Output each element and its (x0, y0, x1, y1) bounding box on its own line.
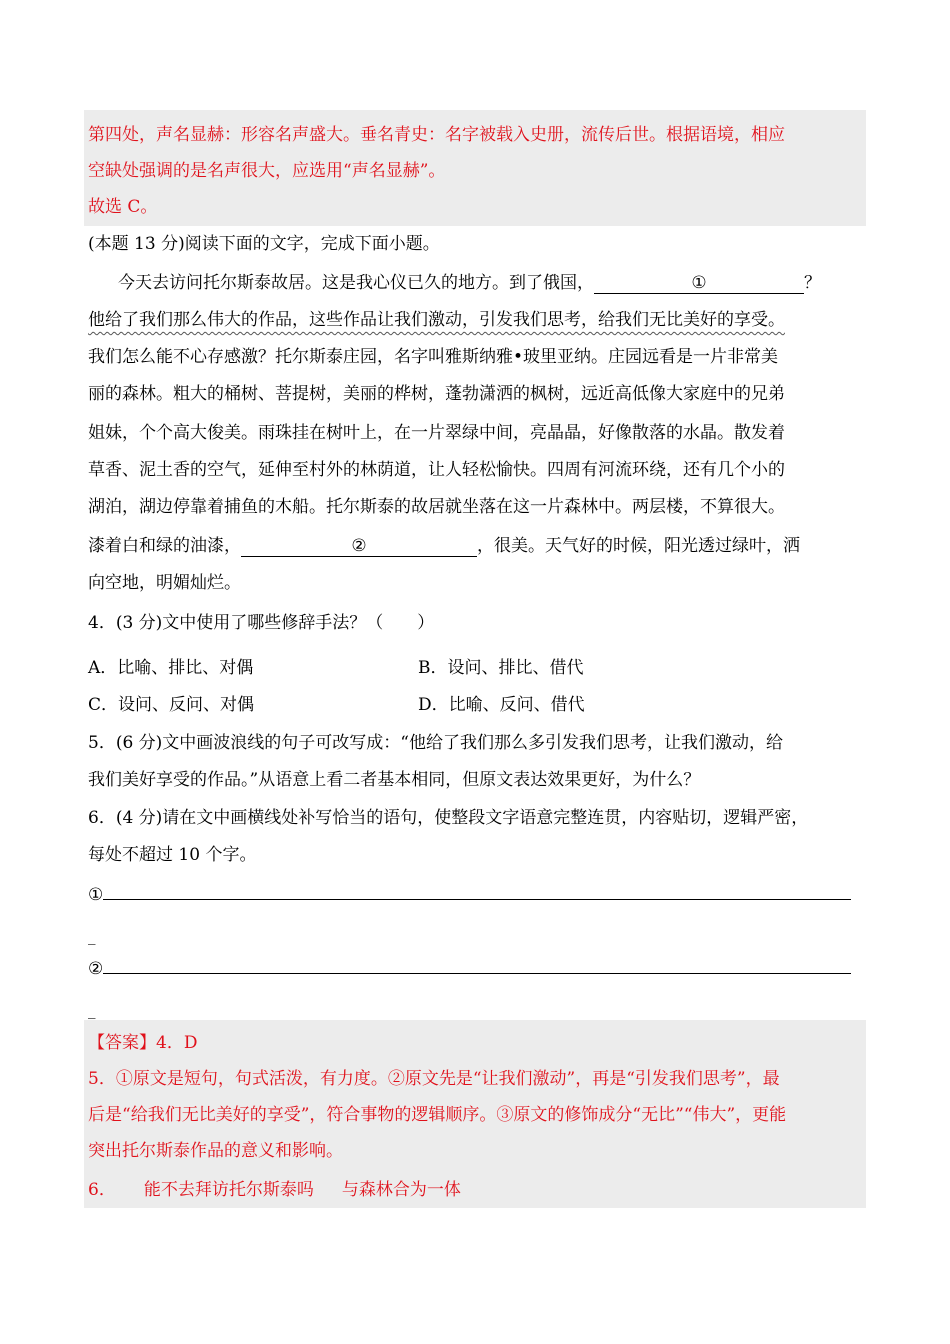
passage-line-1: 今天去访问托尔斯泰故居。这是我心仪已久的地方。到了俄国， ① ？ (118, 273, 821, 293)
q6-line-2: 每处不超过 10 个字。 (88, 845, 257, 865)
q6-fill-rule-2[interactable] (103, 957, 851, 974)
answer-line-4: 突出托尔斯泰作品的意义和影响。 (88, 1141, 343, 1161)
q6-fill-line-2[interactable]: ② (88, 957, 851, 980)
q5-line-2: 我们美好享受的作品。”从语意上看二者基本相同，但原文表达效果更好，为什么？ (88, 770, 701, 790)
q4-stem: 4．(3 分)文中使用了哪些修辞手法？（ ） (88, 613, 435, 633)
q4-option-d: D．比喻、反问、借代 (418, 695, 585, 715)
passage-line-4: 丽的森林。粗大的桶树、菩提树，美丽的桦树，蓬勃潇洒的枫树，远近高低像大家庭中的兄弟 (88, 384, 785, 404)
prev-explanation-line-1: 第四处，声名显赫：形容名声盛大。垂名青史：名字被载入史册，流传后世。根据语境，相应 (88, 125, 785, 145)
passage-line-7: 湖泊，湖边停靠着捕鱼的木船。托尔斯泰的故居就坐落在这一片森林中。两层楼，不算很大。 (88, 497, 785, 517)
q4-option-a: A．比喻、排比、对偶 (88, 658, 254, 678)
answer-line-1: 【答案】4．D (88, 1033, 198, 1053)
question-intro: (本题 13 分)阅读下面的文字，完成下面小题。 (88, 234, 440, 254)
q6-line-1: 6．(4 分)请在文中画横线处补写恰当的语句，使整段文字语意完整连贯，内容贴切，逻辑严密， (88, 808, 809, 828)
passage-line-5: 姐妹，个个高大俊美。雨珠挂在树叶上，在一片翠绿中间，亮晶晶，好像散落的水晶。散发着 (88, 423, 785, 443)
passage-line-6: 草香、泥土香的空气，延伸至村外的林荫道，让人轻松愉快。四周有河流环绕，还有几个小的 (88, 460, 785, 480)
passage-line-3: 我们怎么能不心存感激？托尔斯泰庄园，名字叫雅斯纳雅•玻里亚纳。庄园远看是一片非常美 (88, 347, 779, 367)
passage-line-2-wavy: 他给了我们那么伟大的作品，这些作品让我们激动，引发我们思考，给我们无比美好的享受。 (88, 310, 785, 330)
prev-explanation-line-2: 空缺处强调的是名声很大，应选用“声名显赫”。 (88, 161, 446, 181)
q4-option-c: C．设问、反问、对偶 (88, 695, 255, 715)
blank-2: ② (241, 536, 477, 557)
answer-line-5: 6． 能不去拜访托尔斯泰吗 与森林合为一体 (88, 1180, 461, 1200)
q6-fill-tail-2: _ (88, 1001, 96, 1019)
blank-1: ① (594, 273, 804, 294)
q6-fill-line-1[interactable]: ① (88, 883, 851, 906)
prev-explanation-line-3: 故选 C。 (88, 197, 158, 217)
q5-line-1: 5．(6 分)文中画波浪线的句子可改写成：“他给了我们那么多引发我们思考，让我们激动，给 (88, 733, 783, 753)
answer-line-3: 后是“给我们无比美好的享受”，符合事物的逻辑顺序。③原文的修饰成分“无比”“伟大”，更能 (88, 1105, 787, 1125)
passage-line-8: 漆着白和绿的油漆， ② ，很美。天气好的时候，阳光透过绿叶，洒 (88, 536, 800, 556)
q4-option-b: B．设问、排比、借代 (418, 658, 584, 678)
passage-line-9: 向空地，明媚灿烂。 (88, 573, 241, 593)
q6-fill-tail-1: _ (88, 927, 96, 945)
answer-line-2: 5．①原文是短句，句式活泼，有力度。②原文先是“让我们激动”，再是“引发我们思考”，最 (88, 1069, 780, 1089)
q6-fill-rule-1[interactable] (103, 883, 851, 900)
